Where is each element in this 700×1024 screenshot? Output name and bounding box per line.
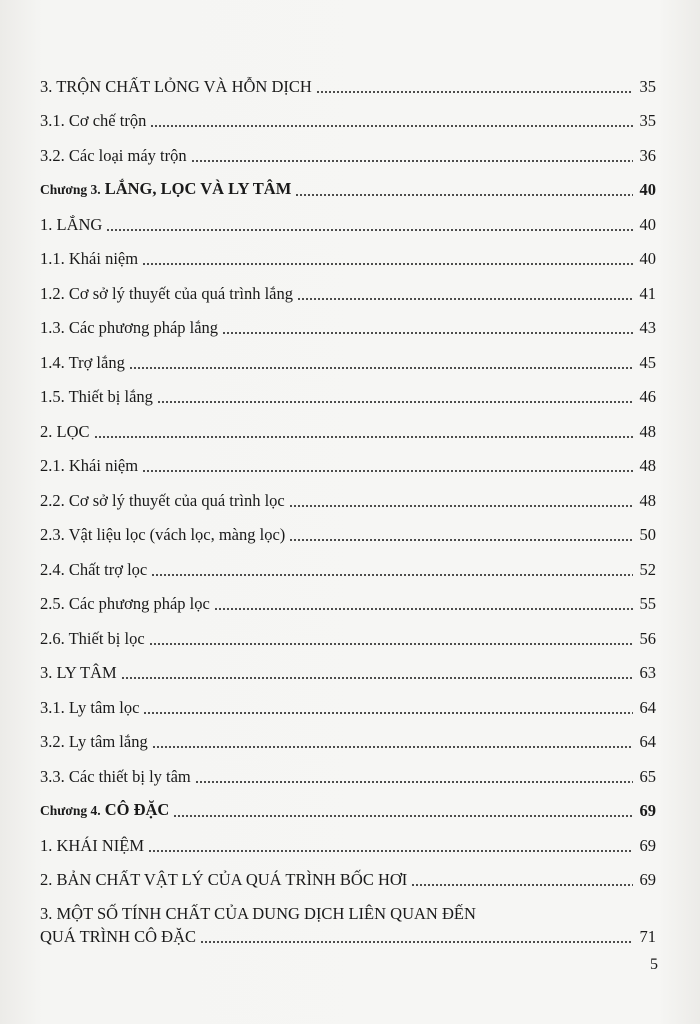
toc-entry-page: 36 — [639, 145, 656, 165]
dot-leader — [222, 332, 633, 334]
chapter-title: LẮNG, LỌC VÀ LY TÂM — [104, 179, 292, 198]
toc-entry-label: 2.1. Khái niệm — [40, 456, 139, 475]
toc-entry-label-line2: QUÁ TRÌNH CÔ ĐẶC — [40, 927, 196, 946]
toc-entry-label: 2.5. Các phương pháp lọc — [40, 594, 210, 613]
chapter-prefix: Chương 3. — [40, 182, 101, 197]
toc-entry-page: 71 — [639, 927, 656, 946]
toc-entry-page: 35 — [639, 111, 656, 130]
toc-entry-label: 1.4. Trợ lắng — [40, 352, 125, 372]
dot-leader — [94, 436, 634, 438]
dot-leader — [295, 194, 633, 196]
toc-entry-page: 41 — [639, 283, 656, 303]
table-of-contents — [40, 62, 656, 947]
toc-entry-page: 56 — [639, 628, 656, 648]
dot-leader — [157, 401, 633, 403]
dot-leader — [143, 712, 633, 714]
toc-entry — [40, 683, 656, 718]
dot-leader — [289, 539, 633, 541]
toc-entry-label: 2.6. Thiết bị lọc — [40, 628, 145, 648]
dot-leader — [152, 746, 633, 748]
toc-entry-label: 1.5. Thiết bị lắng — [40, 387, 153, 406]
toc-entry — [40, 200, 656, 235]
dot-leader — [148, 850, 633, 852]
dot-leader — [121, 677, 633, 679]
toc-entry — [40, 62, 656, 97]
toc-entry-label: 3.2. Các loại máy trộn — [40, 145, 187, 165]
toc-entry — [40, 407, 656, 442]
toc-entry — [40, 373, 656, 408]
toc-entry-label: 3.3. Các thiết bị ly tâm — [40, 766, 191, 786]
toc-entry-label: 1.3. Các phương pháp lắng — [40, 318, 219, 337]
dot-leader — [214, 608, 633, 610]
toc-entry-page: 48 — [639, 456, 656, 475]
toc-entry-page: 69 — [639, 870, 656, 889]
dot-leader — [142, 470, 633, 472]
toc-entry-label: 2. LỌC — [40, 421, 90, 441]
toc-entry-label-line1: 3. MỘT SỐ TÍNH CHẤT CỦA DUNG DỊCH LIÊN QUAN ĐẾN — [40, 904, 476, 923]
toc-entry-page: 35 — [639, 76, 656, 96]
toc-entry-multiline — [40, 904, 656, 947]
toc-entry-label: 3.1. Cơ chế trộn — [40, 111, 147, 130]
toc-entry-page: 52 — [639, 559, 656, 579]
toc-entry — [40, 649, 656, 684]
dot-leader — [149, 643, 633, 645]
toc-entry — [40, 131, 656, 166]
toc-entry-label: 2. BẢN CHẤT VẬT LÝ CỦA QUÁ TRÌNH BỐC HƠI — [40, 870, 408, 889]
toc-entry-label: 1.1. Khái niệm — [40, 249, 139, 268]
dot-leader — [200, 941, 633, 943]
toc-entry-label: 2.4. Chất trợ lọc — [40, 559, 148, 579]
toc-entry-label: 3. LY TÂM — [40, 663, 117, 682]
dot-leader — [150, 125, 633, 127]
toc-entry-page: 69 — [639, 801, 656, 820]
dot-leader — [106, 229, 633, 231]
toc-entry-label: 3.1. Ly tâm lọc — [40, 697, 140, 717]
toc-chapter-label — [40, 179, 293, 200]
toc-entry-label: 2.2. Cơ sở lý thuyết của quá trình lọc — [40, 490, 285, 510]
dot-leader — [195, 781, 633, 783]
toc-entry-label: 1.2. Cơ sở lý thuyết của quá trình lắng — [40, 283, 293, 303]
toc-entry — [40, 235, 656, 270]
toc-entry — [40, 856, 656, 891]
toc-entry-line2 — [40, 927, 656, 947]
dot-leader — [173, 815, 633, 817]
dot-leader — [297, 298, 633, 300]
toc-entry — [40, 580, 656, 615]
toc-entry-page: 40 — [639, 249, 656, 268]
dot-leader — [142, 263, 633, 265]
toc-entry — [40, 614, 656, 649]
toc-chapter-label — [40, 800, 171, 821]
toc-entry — [40, 511, 656, 546]
toc-entry — [40, 476, 656, 511]
toc-entry-page: 40 — [639, 214, 656, 234]
toc-entry-page: 46 — [639, 387, 656, 406]
page-number: 5 — [650, 956, 658, 973]
toc-entry-page: 43 — [639, 318, 656, 337]
toc-entry-label: 2.3. Vật liệu lọc (vách lọc, màng lọc) — [40, 525, 286, 544]
toc-chapter-heading — [40, 787, 656, 822]
toc-entry — [40, 442, 656, 477]
toc-entry-page: 40 — [639, 180, 656, 199]
toc-entry — [40, 821, 656, 856]
toc-entry — [40, 338, 656, 373]
toc-entry-page: 64 — [639, 697, 656, 717]
toc-entry — [40, 718, 656, 753]
toc-entry — [40, 269, 656, 304]
dot-leader — [151, 574, 633, 576]
dot-leader — [191, 160, 633, 162]
toc-chapter-heading — [40, 166, 656, 201]
toc-entry — [40, 304, 656, 339]
toc-entry-page: 63 — [639, 663, 656, 682]
toc-entry-page: 48 — [639, 421, 656, 441]
dot-leader — [129, 367, 633, 369]
dot-leader — [289, 505, 633, 507]
toc-entry-page: 65 — [639, 766, 656, 786]
toc-entry-page: 55 — [639, 594, 656, 613]
toc-entry-label: 1. LẮNG — [40, 214, 103, 234]
toc-entry — [40, 545, 656, 580]
toc-entry-label: 1. KHÁI NIỆM — [40, 835, 145, 855]
dot-leader — [316, 91, 633, 93]
chapter-prefix: Chương 4. — [40, 803, 101, 818]
toc-entry-page: 50 — [639, 525, 656, 544]
toc-entry — [40, 97, 656, 132]
toc-entry-page: 45 — [639, 352, 656, 372]
toc-entry-page: 69 — [639, 835, 656, 855]
toc-entry-label: 3.2. Ly tâm lắng — [40, 732, 148, 751]
toc-entry-page: 48 — [639, 490, 656, 510]
toc-entry — [40, 752, 656, 787]
toc-entry-label: 3. TRỘN CHẤT LỎNG VÀ HỖN DỊCH — [40, 76, 312, 96]
chapter-title: CÔ ĐẶC — [104, 800, 170, 819]
dot-leader — [411, 884, 633, 886]
toc-entry-page: 64 — [639, 732, 656, 751]
